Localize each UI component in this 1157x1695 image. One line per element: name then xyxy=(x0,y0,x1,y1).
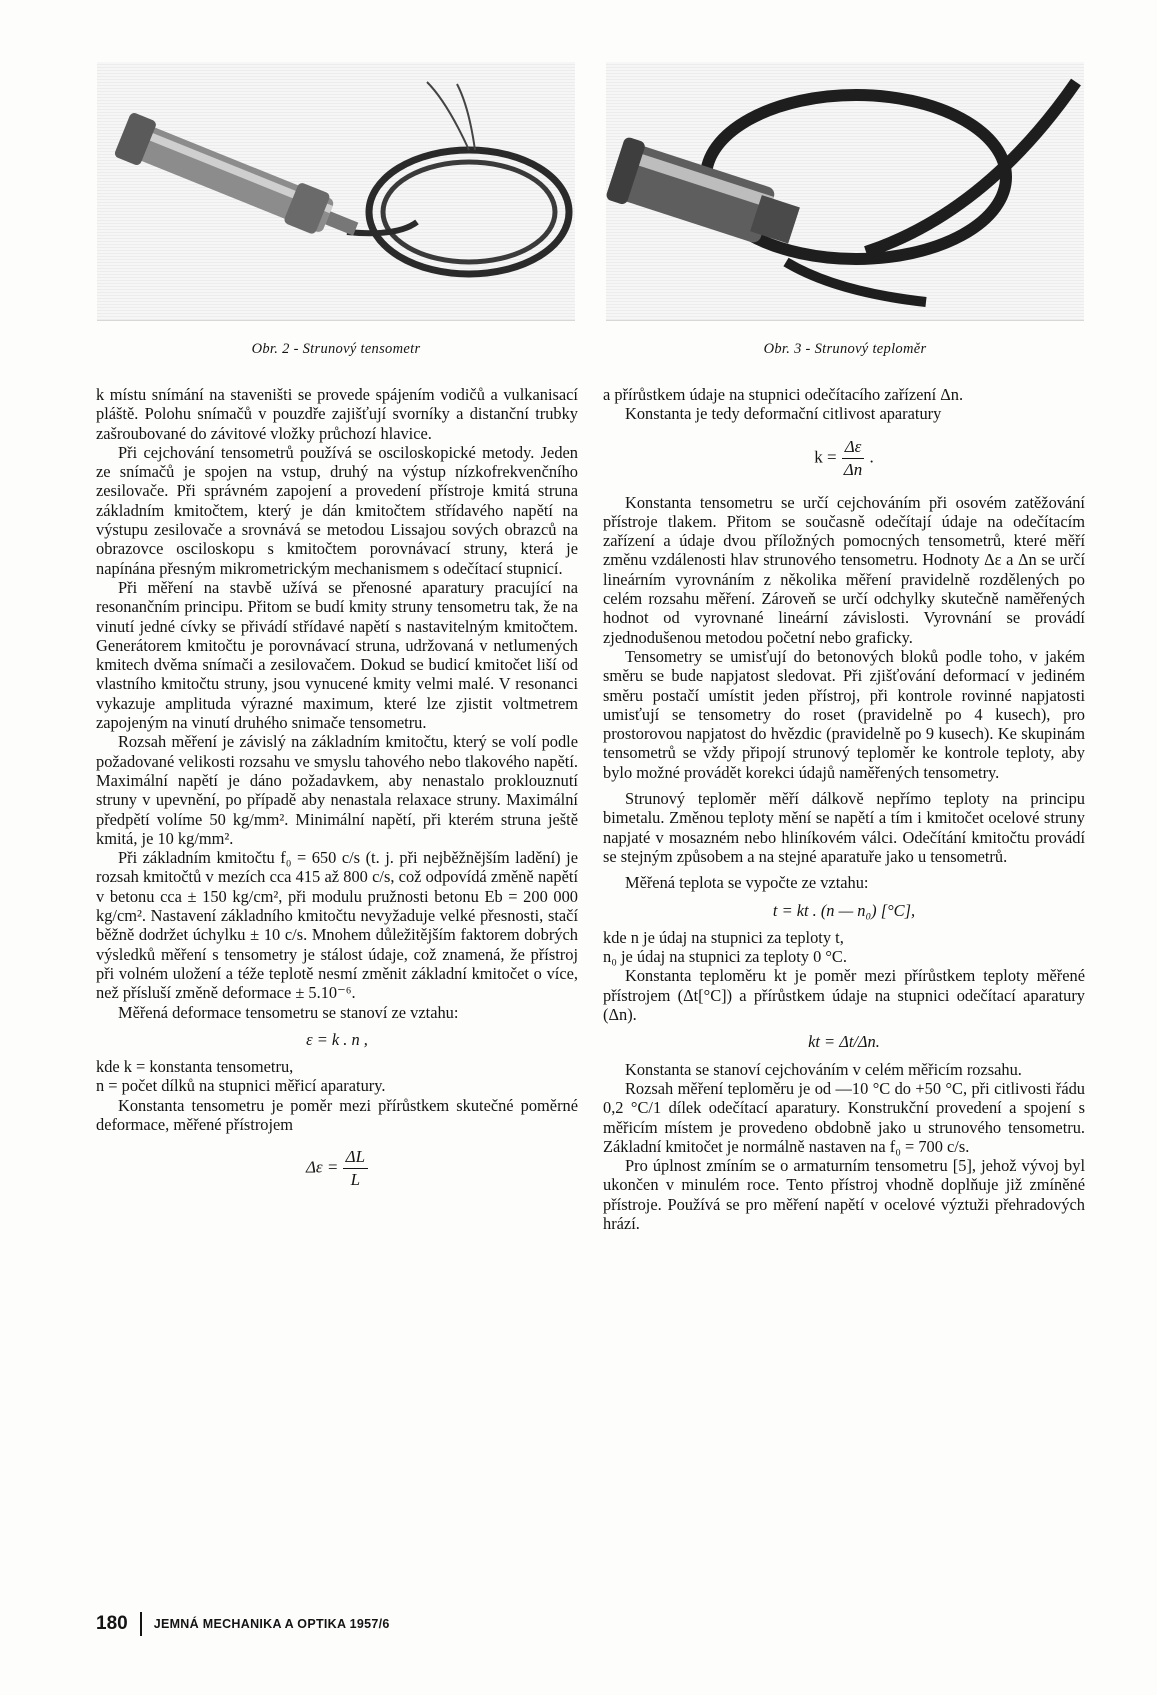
journal-title: JEMNÁ MECHANIKA A OPTIKA 1957/6 xyxy=(153,1617,390,1631)
paragraph: Konstanta teploměru kt je poměr mezi přírůstkem teploty měřené přístrojem (Δt[°C]) a přírůstkem údaje na stupnici odečítací aparatury (Δn). xyxy=(603,966,1085,1025)
paragraph: Pro úplnost zmíním se o armaturním tensometru [5], jehož vývoj byl ukončen v minulém roce. Tento přístroj vhodně doplňuje již zmíněné přístroje. Používá se pro měření napětí v ocelové výztuži přehradových hrází. xyxy=(603,1156,1085,1233)
formula-thermometer-constant: kt = Δt/Δn. xyxy=(808,1032,880,1052)
thermometer-photo xyxy=(606,62,1084,321)
figure-3 xyxy=(606,62,1084,358)
figure-3-caption: Obr. 3 - Strunový teploměr xyxy=(763,341,927,357)
formula-relative-deformation xyxy=(96,1146,578,1191)
formula-deformation: ε = k . n , xyxy=(306,1029,368,1049)
paragraph: Konstanta tensometru je poměr mezi přírůstkem skutečné poměrné deformace, měřené přístrojem xyxy=(96,1095,578,1134)
paragraph: Strunový teploměr měří dálkově nepřímo teploty na principu bimetalu. Změnou teploty mění se napětí a tím i kmitočet ocelové struny napjaté v mosazném nebo hliníkovém válci. Odečítání kmitočtu provádí se stejným způsobem a na stejné aparatuře jako u tensometrů. xyxy=(603,789,1085,866)
paragraph: Při základním kmitočtu f₀ = 650 c/s (t. j. při nejběžnějším ladění) je rozsah kmitočtů v mezích cca 415 až 800 c/s, což odpovídá změně napětí v betonu cca ± 150 kg/cm², při modulu pružnosti betonu Eb = 200 000 kg/cm². Nastavení základního kmitočtu nevyžaduje velké přesnosti, stačí běžně dodržet úchylku ± 10 c/s. Mnohem důležitějším faktorem dobrých výsledků měření s tensometry je stálost údaje, což znamená, že přístroj při volném uložení a téže teplotě nesmí změnit základní kmitočet o více, než přísluší změně deformace ± 5.10⁻⁶. xyxy=(96,848,578,1003)
figure-2-caption: Obr. 2 - Strunový tensometr xyxy=(251,341,421,357)
paragraph: a přírůstkem údaje na stupnici odečítacího zařízení Δn. xyxy=(603,385,964,404)
paragraph: Rozsah měření je závislý na základním kmitočtu, který se volí podle požadované velikosti rozsahu ve smyslu tahového nebo tlakového napětí. Maximální napětí je dáno požadavkem, aby nenastalo proklouznutí struny v upevnění, po případě aby nenastala relaxace struny. Maximální předpětí volíme 50 kg/mm². Minimální napětí, při kterém struna ještě kmitá, je 10 kg/mm². xyxy=(96,732,578,848)
definition-line: kde k = konstanta tensometru, xyxy=(96,1057,294,1077)
formula-lhs: Δε = xyxy=(305,1157,339,1177)
thermometer-illustration xyxy=(606,62,1084,320)
fraction xyxy=(343,1146,368,1191)
paragraph: Tensometry se umisťují do betonových bloků podle toho, v jakém směru se bude napjatost sledovat. Při zjišťování deformací v jediném směru postačí umístit jeden přístroj, při kontrole rovinné napjatosti umisťují se tensometry do roset (pravidelně po 4 kusech), pro prostorovou napjatost do hvězdic (pravidelně po 9 kusech). Ke skupinám tensometrů se vždy připojí strunový teploměr ke kontrole teploty, aby bylo možné provádět korekci údajů naměřených tensometry. xyxy=(603,646,1085,782)
paragraph: Měřená teplota se vypočte ze vztahu: xyxy=(625,873,869,893)
paragraph: Při cejchování tensometrů používá se osciloskopické metody. Jeden ze snímačů je spojen na vstup, druhý na výstup nízkofrekvenčního zesilovače. Při správném zapojení a provedení přístroje kmitá struna základním kmitočtem, který je dán kmitočtem střídavého napětí na výstupu zesilovače a srovnává se metodou Lissajou sových obrazců na obrazovce osciloskopu s kmitočtem porovnávací struny, která je napínána přesným mikrometrickým mechanismem s odečítací stupnicí. xyxy=(96,442,578,578)
denominator: L xyxy=(350,1170,361,1190)
numerator: Δε xyxy=(842,436,865,459)
definition-line: kde n je údaj na stupnici za teploty t, xyxy=(603,927,844,947)
numerator: ΔL xyxy=(343,1146,368,1169)
formula-tail: . xyxy=(869,447,874,466)
formula-constant xyxy=(603,436,1085,481)
paragraph: Při měření na stavbě užívá se přenosné aparatury pracující na resonančním principu. Přitom se budí kmity struny tensometru tak, že na vinutí jedné cívky se přivádí střídavé napětí s nastavitelným kmitočtem. Generátorem kmitočtu je porovnávací struna, udržovaná v netlumených kmitech dvěma snímači a zesilovačem. Dokud se budicí kmitočet liší od vlastního kmitočtu struny, jsou vynucené kmity velmi malé. V resonanci vykazuje amplituda výrazné maximum, které lze zjistit voltmetrem zapojeným na vinutí druhého snimače tensometru. xyxy=(96,577,578,733)
left-column xyxy=(96,385,578,1203)
paragraph: Rozsah měření teploměru je od —10 °C do +50 °C, při citlivosti řádu 0,2 °C/1 dílek odečítací aparatury. Konstrukční provedení a spojení s měřicím místem je provedeno obdobně jako u strunového tensometru. Základní kmitočet je normálně nastaven na f₀ = 700 c/s. xyxy=(603,1078,1085,1156)
formula-temperature: t = kt . (n — n₀) [°C], xyxy=(772,900,916,920)
tensometer-photo xyxy=(97,62,575,321)
footer-divider xyxy=(140,1612,142,1636)
definition-line: n₀ je údaj na stupnici za teploty 0 °C. xyxy=(603,947,847,967)
paragraph: k místu snímání na staveništi se provede spájením vodičů a vulkanisací pláště. Polohu snímačů v pouzdře zajišťují svorníky a distanční trubky zašroubované do závitové vložky průchozí hlavice. xyxy=(96,385,578,443)
paragraph: Konstanta se stanoví cejchováním v celém měřicím rozsahu. xyxy=(625,1059,1022,1079)
page-footer xyxy=(96,1612,390,1636)
paragraph: Konstanta tensometru se určí cejchováním při osovém zatěžování přístroje tlakem. Přitom se současně odečítají údaje na odečítacím zařízení a údaje dvou příložných pomocných tensometrů, které měří změnu vzdálenosti hlav strunového tensometru. Hodnoty Δε a Δn se určí lineárním vyrovnáním z několika měření pravidelně rozdělených po celém rozsahu měření. Zároveň se určí odchylky skutečně naměřených hodnot od vyrovnané lineární závislosti. Vyrovnání se provádí zjednodušenou metodou početní nebo graficky. xyxy=(603,492,1085,647)
page-number: 180 xyxy=(96,1613,128,1634)
definition-line: n = počet dílků na stupnici měřicí aparatury. xyxy=(96,1076,386,1096)
paragraph: Měřená deformace tensometru se stanoví ze vztahu: xyxy=(118,1002,459,1022)
figure-2 xyxy=(97,62,575,358)
right-column xyxy=(603,385,1085,1233)
paragraph: Konstanta je tedy deformační citlivost aparatury xyxy=(625,404,942,424)
formula-lhs: k = xyxy=(814,447,837,466)
fraction xyxy=(841,436,865,481)
denominator: Δn xyxy=(843,459,863,479)
tensometer-illustration xyxy=(97,62,575,320)
